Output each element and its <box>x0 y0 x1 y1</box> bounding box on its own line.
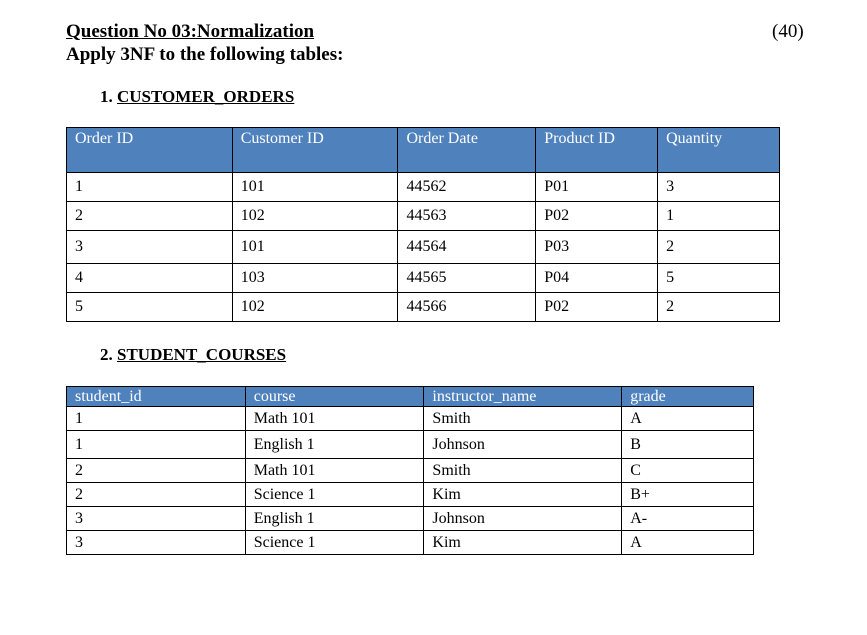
question-instruction: Apply 3NF to the following tables: <box>66 44 344 65</box>
table-cell: Johnson <box>424 507 622 531</box>
table-cell: 3 <box>67 507 246 531</box>
table-cell: English 1 <box>245 507 424 531</box>
table2-number: 2. <box>100 345 113 364</box>
table1-heading <box>100 86 294 108</box>
table-cell: Kim <box>424 483 622 507</box>
table-cell: 101 <box>232 231 398 264</box>
table-row <box>67 531 754 555</box>
table-cell: 1 <box>67 173 233 202</box>
table-cell: 2 <box>67 483 246 507</box>
table-row <box>67 407 754 431</box>
table1-name: CUSTOMER_ORDERS <box>117 87 295 106</box>
table-cell: P03 <box>536 231 658 264</box>
table-cell: English 1 <box>245 431 424 459</box>
table-cell: 44565 <box>398 264 536 293</box>
table-cell: 5 <box>67 293 233 322</box>
table-row <box>67 483 754 507</box>
table-cell: Smith <box>424 407 622 431</box>
table-row <box>67 293 780 322</box>
table-cell: 44564 <box>398 231 536 264</box>
table-cell: Science 1 <box>245 483 424 507</box>
table-cell: Math 101 <box>245 459 424 483</box>
table-cell: A <box>622 531 754 555</box>
student-courses-table <box>66 386 754 555</box>
table-cell: 2 <box>67 459 246 483</box>
table-cell: P01 <box>536 173 658 202</box>
table-cell: 44562 <box>398 173 536 202</box>
table1-number: 1. <box>100 87 113 106</box>
table-row <box>67 431 754 459</box>
table-cell: 103 <box>232 264 398 293</box>
table-cell: Science 1 <box>245 531 424 555</box>
customer-orders-table <box>66 127 780 322</box>
table-cell: 5 <box>658 264 780 293</box>
table-cell: Kim <box>424 531 622 555</box>
table-cell: A <box>622 407 754 431</box>
table-cell: B <box>622 431 754 459</box>
table-cell: B+ <box>622 483 754 507</box>
column-header: instructor_name <box>424 387 622 407</box>
table-cell: 102 <box>232 293 398 322</box>
column-header: student_id <box>67 387 246 407</box>
table-cell: 101 <box>232 173 398 202</box>
question-marks: (40) <box>772 21 804 42</box>
table-cell: A- <box>622 507 754 531</box>
table-cell: 2 <box>658 293 780 322</box>
table-cell: 3 <box>67 531 246 555</box>
table-cell: 44566 <box>398 293 536 322</box>
table-cell: C <box>622 459 754 483</box>
column-header: Order ID <box>67 128 233 173</box>
column-header: course <box>245 387 424 407</box>
table-row <box>67 173 780 202</box>
table-cell: Smith <box>424 459 622 483</box>
table-cell: 1 <box>67 431 246 459</box>
table-row <box>67 507 754 531</box>
table-header-row <box>67 128 780 173</box>
table-cell: 2 <box>67 202 233 231</box>
table-cell: 44563 <box>398 202 536 231</box>
table-cell: 1 <box>67 407 246 431</box>
table-cell: 3 <box>658 173 780 202</box>
column-header: grade <box>622 387 754 407</box>
table-cell: 3 <box>67 231 233 264</box>
table-cell: P02 <box>536 293 658 322</box>
table-row <box>67 264 780 293</box>
column-header: Quantity <box>658 128 780 173</box>
question-title: Question No 03:Normalization <box>66 21 315 42</box>
column-header: Product ID <box>536 128 658 173</box>
table-cell: P02 <box>536 202 658 231</box>
column-header: Order Date <box>398 128 536 173</box>
table-cell: P04 <box>536 264 658 293</box>
table-row <box>67 459 754 483</box>
table-row <box>67 231 780 264</box>
table2-name: STUDENT_COURSES <box>117 345 287 364</box>
table-cell: Math 101 <box>245 407 424 431</box>
table-cell: 4 <box>67 264 233 293</box>
table-header-row <box>67 387 754 407</box>
column-header: Customer ID <box>232 128 398 173</box>
table-cell: Johnson <box>424 431 622 459</box>
table-cell: 2 <box>658 231 780 264</box>
table-cell: 1 <box>658 202 780 231</box>
table2-heading <box>100 344 286 366</box>
table-cell: 102 <box>232 202 398 231</box>
table-row <box>67 202 780 231</box>
